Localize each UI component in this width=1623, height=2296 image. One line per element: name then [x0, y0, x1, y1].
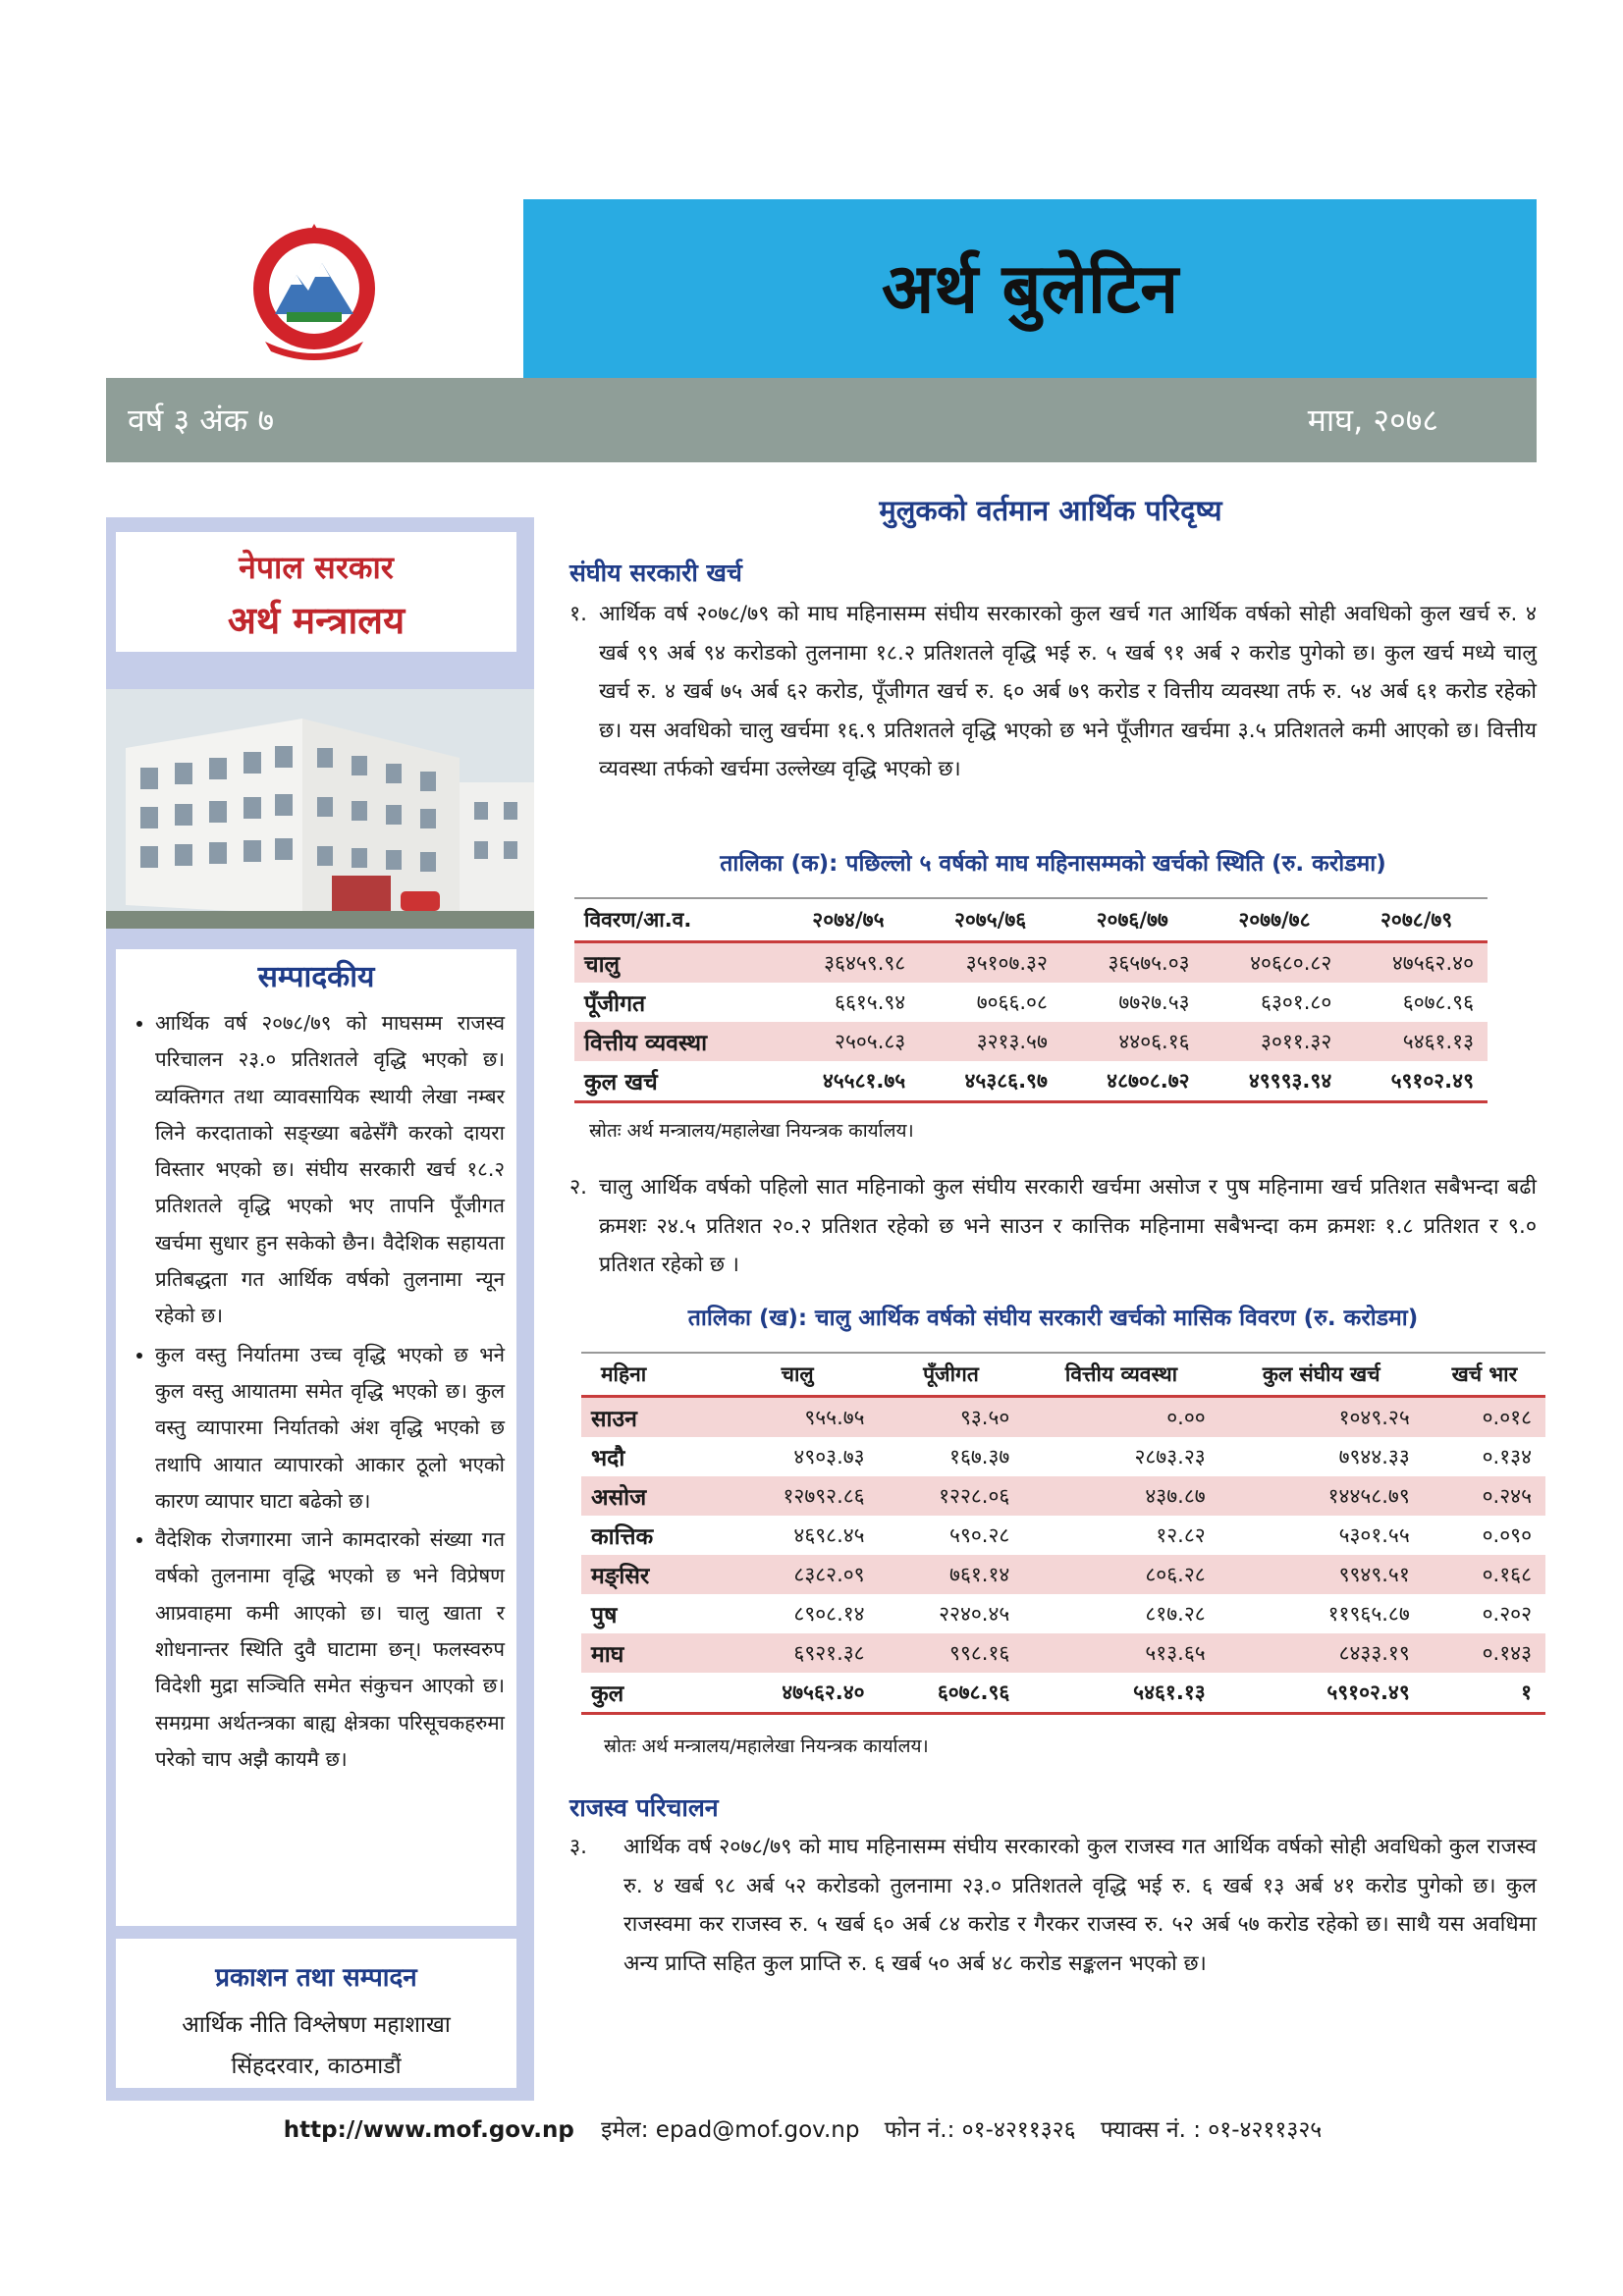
table-cell: ४९९९३.९४ — [1204, 1061, 1346, 1102]
table-cell: मङ्सिर — [581, 1555, 717, 1594]
table-header-cell: खर्च भार — [1424, 1353, 1545, 1397]
table-cell: साउन — [581, 1397, 717, 1438]
bulletin-title: अर्थ बुलेटिन — [881, 247, 1179, 329]
publication-title: प्रकाशन तथा सम्पादन — [215, 1963, 417, 1993]
table-row — [581, 1516, 1545, 1555]
table-cell: ६०७८.९६ — [879, 1673, 1024, 1714]
table-cell: १ — [1424, 1673, 1545, 1714]
table-cell: ५१३.६५ — [1023, 1633, 1218, 1673]
sidebar — [106, 517, 534, 2101]
publication-box — [116, 1939, 516, 2088]
table-cell: ६६१५.९४ — [835, 990, 906, 1014]
publication-division: आर्थिक नीति विश्लेषण महाशाखा — [182, 2012, 451, 2038]
table-cell: ३०११.३२ — [1204, 1022, 1346, 1061]
table-header-cell: २०७६/७७ — [1061, 898, 1204, 942]
table-cell: ७९४४.३३ — [1338, 1445, 1410, 1468]
paragraph-text: आर्थिक वर्ष २०७८/७९ को माघ महिनासम्म संघीय सरकारको कुल राजस्व गत आर्थिक वर्षको सोही अवधिको कुल राजस्व रु. ४ खर्ब ९८ अर्ब ५२ करोडको तुलनामा २३.० प्रतिशतले वृद्धि भई रु. ६ खर्ब १३ अर्ब ४१ करोड पुगेको छ। कुल राजस्वमा कर राजस्व रु. ५ खर्ब ६० अर्ब ८४ करोड र गैरकर राजस्व रु. ५२ अर्ब ५७ करोड रहेको छ। साथै यस अवधिमा अन्य प्राप्ति सहित कुल प्राप्ति रु. ६ खर्ब ५० अर्ब ४८ करोड सङ्कलन भएको छ। — [623, 1835, 1537, 1976]
table-cell: ५९१०२.४९ — [1345, 1061, 1488, 1102]
table-cell: ०.२४५ — [1424, 1476, 1545, 1516]
table-header-cell: कुल संघीय खर्च — [1219, 1353, 1424, 1397]
table-header-cell: २०७७/७८ — [1204, 898, 1346, 942]
paragraph-number: ३. — [569, 1835, 588, 1859]
table-cell: ५९०.२८ — [949, 1523, 1010, 1547]
publication-address: सिंहदरवार, काठमाडौं — [231, 2054, 402, 2079]
table-cell: ८४३३.१९ — [1219, 1633, 1424, 1673]
table-cell: ६३०१.८० — [1261, 990, 1332, 1014]
table-row — [581, 1476, 1545, 1516]
website-link[interactable]: http://www.mof.gov.np — [283, 2117, 574, 2143]
table-a-source: स्रोतः अर्थ मन्त्रालय/महालेखा नियन्त्रक कार्यालय। — [589, 1120, 914, 1142]
table-row — [574, 942, 1488, 984]
table-cell: ९३.५० — [879, 1397, 1024, 1438]
paragraph-number: २. — [569, 1175, 588, 1200]
table-row — [574, 983, 1488, 1022]
table-cell: १२२८.०६ — [879, 1476, 1024, 1516]
table-row — [581, 1555, 1545, 1594]
editorial-list — [116, 1005, 516, 1778]
paragraph-text: आर्थिक वर्ष २०७८/७९ को माघ महिनासम्म संघीय सरकारको कुल खर्च गत आर्थिक वर्षको सोही अवधिको कुल खर्च रु. ४ खर्ब ९९ अर्ब ९४ करोडको तुलनामा १८.२ प्रतिशतले वृद्धि भई रु. ५ खर्ब ९१ अर्ब २ करोड पुगेको छ। कुल खर्च मध्ये चालु खर्च रु. ४ खर्ब ७५ अर्ब ६२ करोड, पूँजीगत खर्च रु. ६० अर्ब ७९ करोड र वित्तीय व्यवस्था तर्फ रु. ५४ अर्ब ६१ करोड रहेको छ। यस अवधिको चालु खर्चमा १६.९ प्रतिशतले वृद्धि भएको छ भने पूँजीगत खर्चमा ३.५ प्रतिशतले कमी आएको छ। वित्तीय व्यवस्था तर्फको खर्चमा उल्लेख्य वृद्धि भएको छ। — [599, 602, 1537, 781]
issue-number: वर्ष ३ अंक ७ — [128, 401, 275, 439]
paragraph-1 — [569, 595, 1537, 789]
paragraph-text: चालु आर्थिक वर्षको पहिलो सात महिनाको कुल संघीय सरकारी खर्चमा असोज र पुष महिनामा खर्च प्रतिशत सबैभन्दा बढी क्रमशः २४.५ प्रतिशत २०.२ प्रतिशत रहेको छ भने साउन र कात्तिक महिनामा सबैभन्दा कम क्रमशः १.८ प्रतिशत र ९.० प्रतिशत रहेको छ । — [599, 1175, 1537, 1277]
paragraph-2 — [569, 1168, 1537, 1285]
table-cell: ६९२१.३८ — [717, 1633, 879, 1673]
table-cell: ९९४९.५१ — [1219, 1555, 1424, 1594]
table-cell: माघ — [581, 1633, 717, 1673]
table-cell: २८७३.२३ — [1134, 1445, 1206, 1468]
table-cell: ९५५.७५ — [717, 1397, 879, 1438]
table-cell: ४७५६२.४० — [1345, 942, 1488, 984]
table-cell: ३५१०७.३२ — [919, 942, 1061, 984]
table-header-cell: वित्तीय व्यवस्था — [1023, 1353, 1218, 1397]
table-header-cell: २०७८/७९ — [1345, 898, 1488, 942]
table-cell: ४९०३.७३ — [793, 1445, 865, 1468]
editorial-point: • कुल वस्तु निर्यातमा उच्च वृद्धि भएको छ भने कुल वस्तु आयातमा समेत वृद्धि भएको छ। कुल वस्तु व्यापारमा निर्यातको अंश वृद्धि भएको छ तथापि आयात व्यापारको आकार ठूलो भएको कारण व्यापार घाटा बढेको छ। — [155, 1337, 505, 1520]
editorial-point: • आर्थिक वर्ष २०७८/७९ को माघसम्म राजस्व परिचालन २३.० प्रतिशतले वृद्धि भएको छ। व्यक्तिगत तथा व्यावसायिक स्थायी लेखा नम्बर लिने करदाताको सङ्ख्या बढेसँगै करको दायरा विस्तार भएको छ। संघीय सरकारी खर्च १८.२ प्रतिशतले वृद्धि भएको भए तापनि पूँजीगत खर्चमा सुधार हुन सकेको छैन। वैदेशिक सहायता प्रतिबद्धता गत आर्थिक वर्षको तुलनामा न्यून रहेको छ। — [155, 1005, 505, 1335]
table-cell: ४८७०८.७२ — [1061, 1061, 1204, 1102]
table-cell: पुष — [591, 1603, 618, 1629]
table-header-cell: २०७४/७५ — [778, 898, 920, 942]
main-heading: मुलुकको वर्तमान आर्थिक परिदृष्य — [879, 494, 1222, 527]
table-header-cell: २०७५/७६ — [919, 898, 1061, 942]
table-cell: ४५३८६.९७ — [919, 1061, 1061, 1102]
table-row — [574, 1022, 1488, 1061]
table-a — [574, 897, 1488, 1103]
table-a-title: तालिका (क): पछिल्लो ५ वर्षको माघ महिनासम्मको खर्चको स्थिति (रु. करोडमा) — [720, 851, 1386, 877]
table-cell: ५९१०२.४९ — [1219, 1673, 1424, 1714]
table-b-title: तालिका (ख): चालु आर्थिक वर्षको संघीय सरकारी खर्चको मासिक विवरण (रु. करोडमा) — [687, 1306, 1419, 1331]
table-cell: ७७२७.५३ — [1118, 990, 1190, 1014]
section-title-expenditure: संघीय सरकारी खर्च — [569, 559, 742, 587]
issue-bar — [106, 378, 1537, 462]
table-cell: वित्तीय व्यवस्था — [574, 1022, 778, 1061]
table-cell: ५४६१.१३ — [1023, 1673, 1218, 1714]
table-cell: पूँजीगत — [584, 991, 646, 1017]
table-header-row — [581, 1353, 1545, 1397]
table-b — [581, 1352, 1545, 1715]
table-cell: ४७५६२.४० — [717, 1673, 879, 1714]
table-cell: असोज — [581, 1476, 717, 1516]
table-cell: ७०६६.०८ — [976, 990, 1048, 1014]
table-cell: २५०५.८३ — [778, 1022, 920, 1061]
table-cell: १४४५८.७९ — [1219, 1476, 1424, 1516]
table-cell: ३६५७५.०३ — [1061, 942, 1204, 984]
table-cell: ९९८.१६ — [879, 1633, 1024, 1673]
table-cell: ०.१३४ — [1482, 1445, 1532, 1468]
fax-contact: फ्याक्स नं. : ०१-४२११३२५ — [1100, 2117, 1323, 2143]
table-cell: ७६१.१४ — [879, 1555, 1024, 1594]
table-cell: ०.०१८ — [1424, 1397, 1545, 1438]
table-header-cell: चालु — [717, 1353, 879, 1397]
table-row — [581, 1633, 1545, 1673]
table-cell: ४५५८१.७५ — [778, 1061, 920, 1102]
table-cell: ४६९८.४५ — [793, 1523, 865, 1547]
editorial-point: • वैदेशिक रोजगारमा जाने कामदारको संख्या गत वर्षको तुलनामा वृद्धि भएको छ भने विप्रेषण आप्रवाहमा कमी आएको छ। चालु खाता र शोधनान्तर स्थिति दुवै घाटामा छन्। फलस्वरुप विदेशी मुद्रा सञ्चिति समेत संकुचन आएको छ। समग्रमा अर्थतन्त्रका बाह्य क्षेत्रका परिसूचकहरुमा परेको चाप अझै कायमै छ। — [155, 1522, 505, 1778]
table-cell: ४०६८०.८२ — [1204, 942, 1346, 984]
table-cell: चालु — [574, 942, 778, 984]
table-header-row — [574, 898, 1488, 942]
table-cell: ६०७८.९६ — [1402, 990, 1474, 1014]
table-cell: ४३७.८७ — [1023, 1476, 1218, 1516]
email-contact[interactable]: इमेल: epad@mof.gov.np — [601, 2117, 860, 2143]
ministry-box — [116, 532, 516, 652]
table-cell: ८०६.२८ — [1023, 1555, 1218, 1594]
table-cell: ४४०६.१६ — [1061, 1022, 1204, 1061]
table-cell: ११९६५.८७ — [1327, 1602, 1410, 1626]
issue-date: माघ, २०७८ — [1307, 401, 1438, 439]
table-cell: १२७९२.८६ — [717, 1476, 879, 1516]
table-cell: १०४९.२५ — [1219, 1397, 1424, 1438]
footer — [0, 2112, 1623, 2144]
table-b-source: स्रोतः अर्थ मन्त्रालय/महालेखा नियन्त्रक कार्यालय। — [604, 1735, 929, 1757]
table-row — [581, 1437, 1545, 1476]
nepal-emblem-logo — [236, 218, 393, 365]
ministry-government: नेपाल सरकार — [239, 549, 394, 586]
table-cell: ५४६१.१३ — [1345, 1022, 1488, 1061]
table-cell: कुल — [581, 1673, 717, 1714]
table-header-cell: पूँजीगत — [879, 1353, 1024, 1397]
section-title-revenue: राजस्व परिचालन — [569, 1793, 719, 1822]
ministry-building-photo — [106, 689, 534, 929]
table-cell: ८९०८.१४ — [793, 1602, 865, 1626]
table-cell: ३२१३.५७ — [919, 1022, 1061, 1061]
table-total-row — [581, 1673, 1545, 1714]
paragraph-number: १. — [569, 602, 588, 626]
table-cell: भदौ — [591, 1446, 625, 1471]
table-row — [581, 1397, 1545, 1438]
table-header-cell: महिना — [581, 1353, 717, 1397]
table-cell: ८१७.२८ — [1145, 1602, 1206, 1626]
editorial-title: सम्पादकीय — [257, 960, 375, 994]
bulletin-title-banner — [523, 199, 1537, 378]
table-cell: २२४०.४५ — [939, 1602, 1010, 1626]
table-cell: ३६४५९.९८ — [778, 942, 920, 984]
table-cell: कुल खर्च — [574, 1061, 778, 1102]
table-cell: ०.२०२ — [1482, 1602, 1532, 1626]
table-row — [581, 1594, 1545, 1633]
editorial-box — [116, 949, 516, 1926]
ministry-name: अर्थ मन्त्रालय — [227, 598, 406, 642]
table-cell: कात्तिक — [591, 1524, 654, 1550]
table-cell: १६७.३७ — [949, 1445, 1010, 1468]
phone-contact: फोन नं.: ०१-४२११३२६ — [884, 2117, 1076, 2143]
table-cell: ५३०१.५५ — [1338, 1523, 1410, 1547]
table-cell: ०.१४३ — [1424, 1633, 1545, 1673]
paragraph-3 — [569, 1828, 1537, 1983]
table-cell: ०.१६८ — [1424, 1555, 1545, 1594]
table-cell: १२.८२ — [1156, 1523, 1206, 1547]
table-total-row — [574, 1061, 1488, 1102]
table-cell: ८३८२.०९ — [717, 1555, 879, 1594]
table-cell: ०.०९० — [1482, 1523, 1532, 1547]
table-header-cell: विवरण/आ.व. — [574, 898, 778, 942]
table-cell: ०.०० — [1023, 1397, 1218, 1438]
